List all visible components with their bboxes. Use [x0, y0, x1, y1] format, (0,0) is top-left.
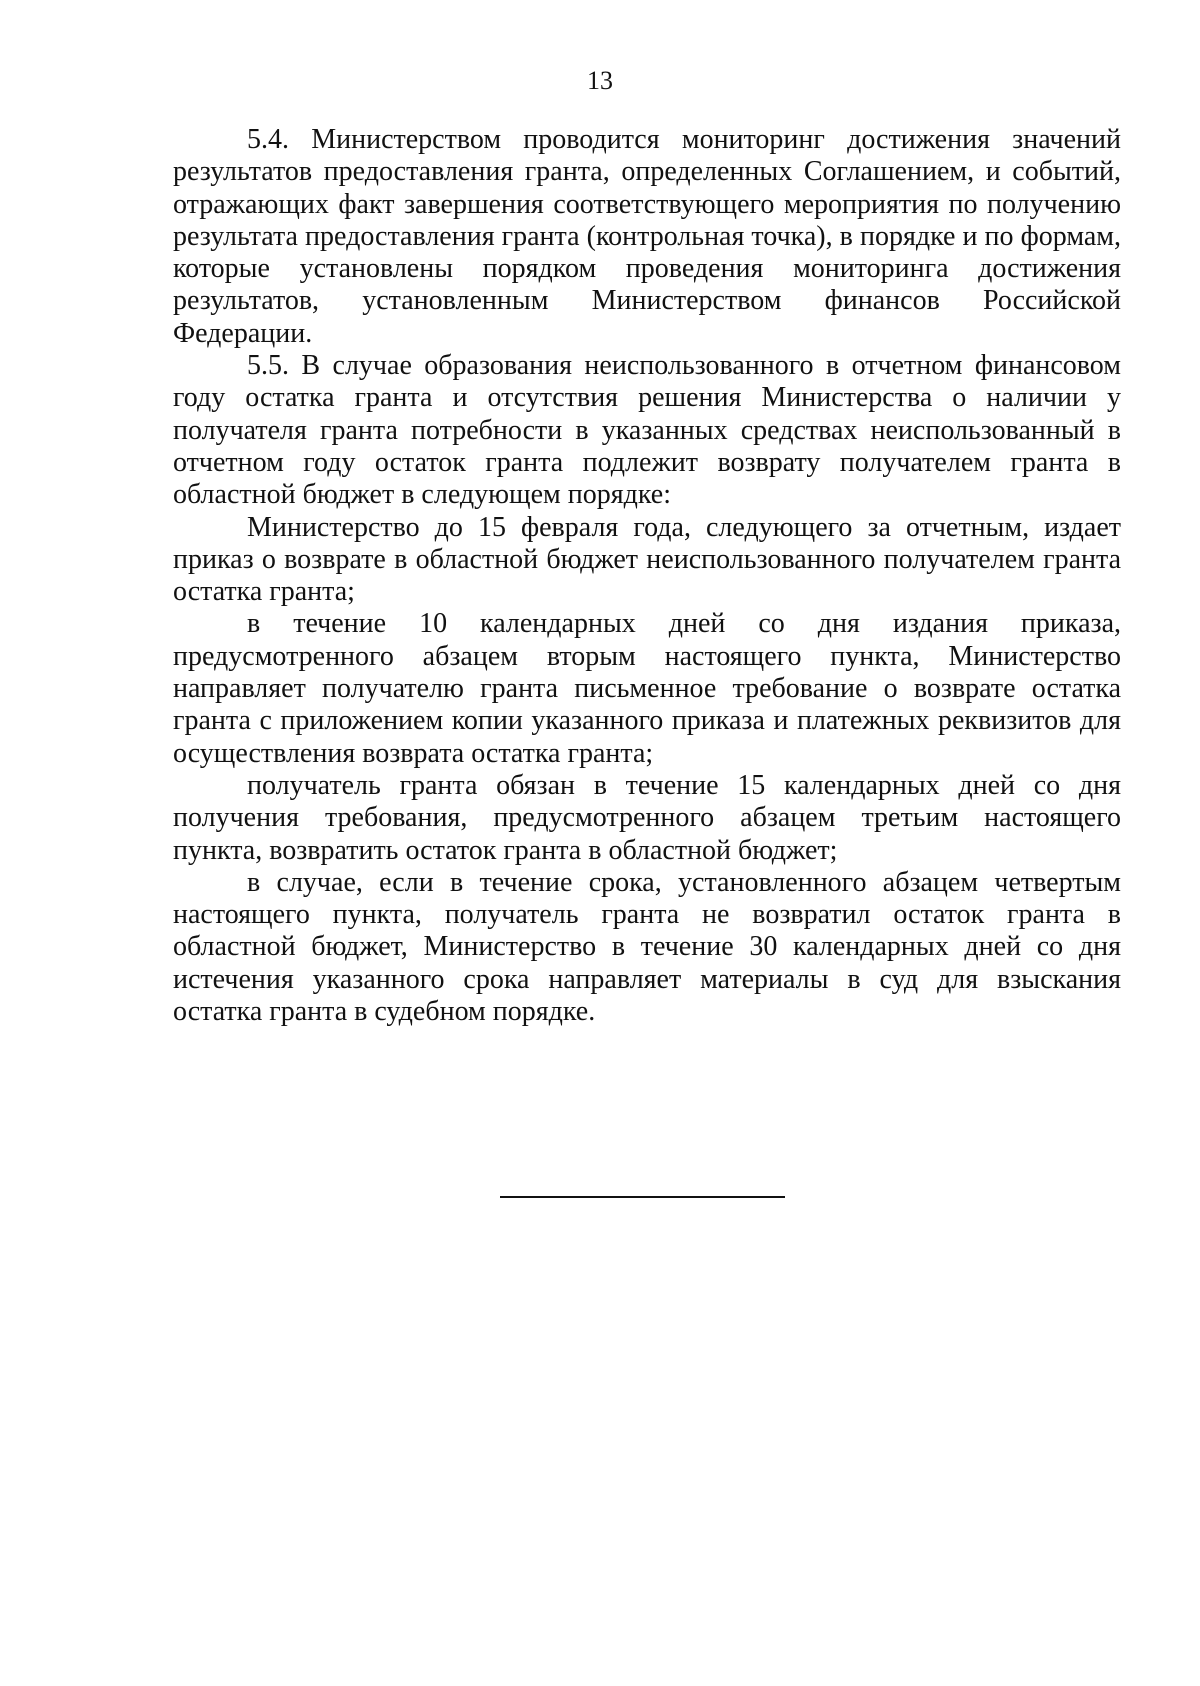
- paragraph-court-recovery: в случае, если в течение срока, установленного абзацем четвертым настоящего пункта, получатель гранта не возвратил остаток гранта в областной бюджет, Министерство в течение 30 календарных дней со дня истечения указанного срока направляет материалы в суд для взыскания остатка гранта в судебном порядке.: [173, 866, 1121, 1028]
- paragraph-ministry-order: Министерство до 15 февраля года, следующего за отчетным, издает приказ о возврате в областной бюджет неиспользованного получателем гранта остатка гранта;: [173, 511, 1121, 608]
- paragraph-demand-notice: в течение 10 календарных дней со дня издания приказа, предусмотренного абзацем вторым настоящего пункта, Министерство направляет получателю гранта письменное требование о возврате остатка гранта с приложением копии указанного приказа и платежных реквизитов для осуществления возврата остатка гранта;: [173, 608, 1121, 769]
- document-body: [173, 124, 1121, 1028]
- page-number: 13: [587, 66, 613, 95]
- paragraph-5-5: 5.5. В случае образования неиспользованного в отчетном финансовом году остатка гранта и отсутствия решения Министерства о наличии у получателя гранта потребности в указанных средствах неиспользованный в отчетном году остаток гранта подлежит возврату получателем гранта в областной бюджет в следующем порядке:: [173, 350, 1121, 511]
- paragraph-recipient-return: получатель гранта обязан в течение 15 календарных дней со дня получения требования, предусмотренного абзацем третьим настоящего пункта, возвратить остаток гранта в областной бюджет;: [173, 769, 1121, 866]
- paragraph-5-4: 5.4. Министерством проводится мониторинг достижения значений результатов предоставления гранта, определенных Соглашением, и событий, отражающих факт завершения соответствующего мероприятия по получению результата предоставления гранта (контрольная точка), в порядке и по формам, которые установлены порядком проведения мониторинга достижения результатов, установленным Министерством финансов Российской Федерации.: [173, 124, 1121, 349]
- end-separator-line: [500, 1196, 785, 1198]
